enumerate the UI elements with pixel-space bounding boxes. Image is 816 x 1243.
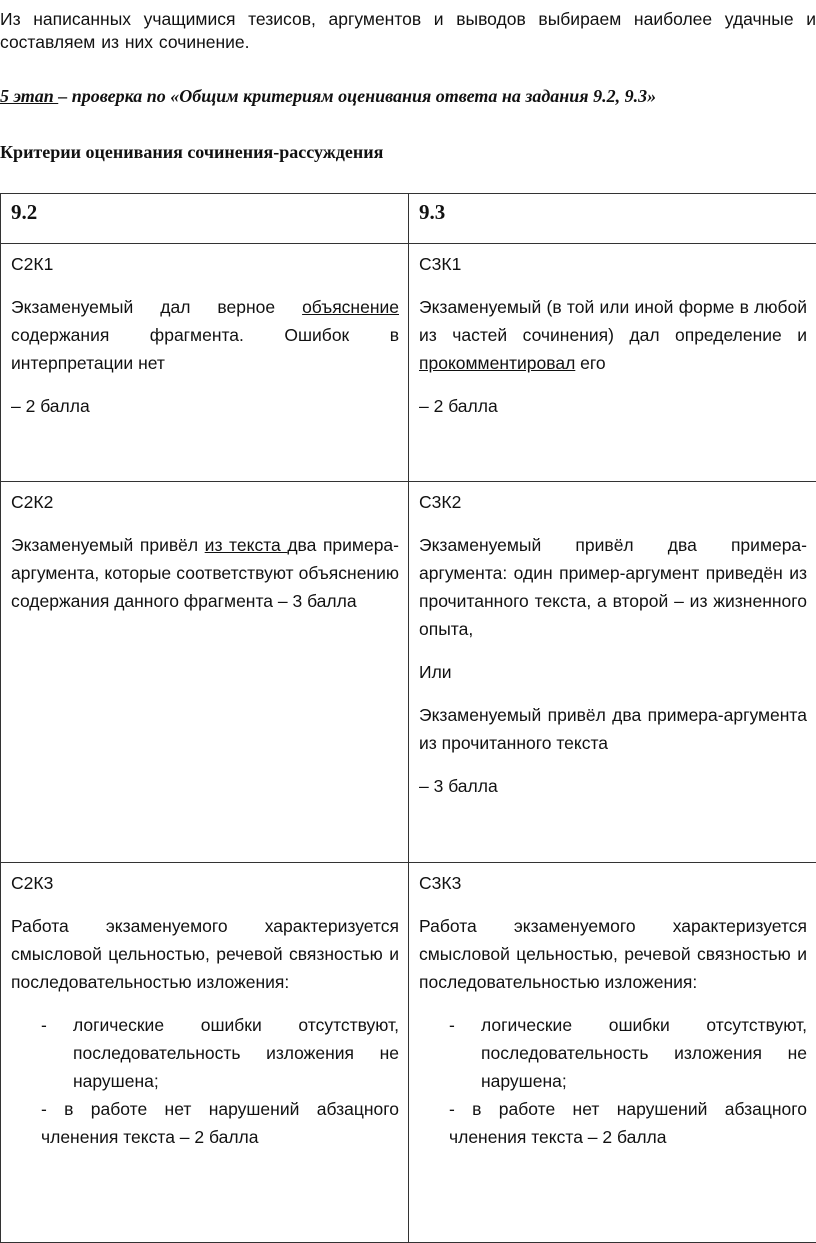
criterion-text <box>11 531 399 615</box>
criterion-text: Экзаменуемый привёл два примера-аргумента: один пример-аргумент приведён из прочитанного текста, а второй – из жизненного опыта, <box>419 531 807 643</box>
list-item <box>419 1011 807 1095</box>
text-part: его <box>575 353 605 373</box>
header-cell-9-2: 9.2 <box>1 194 409 244</box>
text-part: содержания фрагмента. Ошибок в интерпретации нет <box>11 325 399 373</box>
underlined-text: прокомментировал <box>419 353 575 373</box>
table-row-k2 <box>1 482 816 863</box>
dash-mark: - <box>449 1011 455 1039</box>
criterion-code: С3К2 <box>419 488 807 516</box>
table-row-k1 <box>1 244 816 482</box>
list-item <box>419 1095 807 1151</box>
criteria-list <box>419 1011 807 1151</box>
criterion-text: Работа экзаменуемого характеризуется смысловой цельностью, речевой связностью и последовательностью изложения: <box>11 912 399 996</box>
list-item-text: логические ошибки отсутствуют, последовательность изложения не нарушена; <box>481 1015 807 1091</box>
list-item <box>11 1095 399 1151</box>
criteria-title: Критерии оценивания сочинения-рассуждения <box>0 142 383 163</box>
criterion-code: С2К1 <box>11 250 399 278</box>
text-part: Экзаменуемый привёл <box>11 535 205 555</box>
cell-c3k3 <box>409 863 816 1243</box>
criteria-table <box>0 193 816 1243</box>
dash-mark: - <box>41 1099 47 1119</box>
criterion-score: – 2 балла <box>419 392 807 420</box>
criterion-code: С2К2 <box>11 488 399 516</box>
criteria-list <box>11 1011 399 1151</box>
criterion-code: С3К3 <box>419 869 807 897</box>
stage-text: – проверка по «Общим критериям оценивания ответа на задания 9.2, 9.3» <box>58 86 656 106</box>
text-part: два примера-аргумента, которые соответствуют объяснению содержания данного фрагмента – 3 балла <box>11 535 399 611</box>
cell-c2k1 <box>1 244 409 482</box>
criterion-code: С3К1 <box>419 250 807 278</box>
intro-paragraph: Из написанных учащимися тезисов, аргументов и выводов выбираем наиболее удачные и составляем из них сочинение. <box>0 8 816 54</box>
stage-label: 5 этап <box>0 86 58 106</box>
cell-c3k2 <box>409 482 816 863</box>
text-part: Экзаменуемый (в той или иной форме в любой из частей сочинения) дал определение и <box>419 297 807 345</box>
underlined-text: объяснение <box>302 297 399 317</box>
stage-heading <box>0 86 656 107</box>
criterion-code: С2К3 <box>11 869 399 897</box>
criterion-text <box>419 293 807 377</box>
or-word: Или <box>419 658 807 686</box>
table-row-k3 <box>1 863 816 1243</box>
criterion-score: – 2 балла <box>11 392 399 420</box>
criterion-text <box>11 293 399 377</box>
list-item-text: в работе нет нарушений абзацного членения текста – 2 балла <box>41 1099 399 1147</box>
header-row <box>1 194 816 244</box>
list-item-text: в работе нет нарушений абзацного членения текста – 2 балла <box>449 1099 807 1147</box>
criterion-score: – 3 балла <box>419 772 807 800</box>
list-item-text: логические ошибки отсутствуют, последовательность изложения не нарушена; <box>73 1015 399 1091</box>
cell-c2k3 <box>1 863 409 1243</box>
criterion-text-alt: Экзаменуемый привёл два примера-аргумента из прочитанного текста <box>419 701 807 757</box>
header-cell-9-3: 9.3 <box>409 194 816 244</box>
underlined-text: из текста <box>205 535 288 555</box>
cell-c3k1 <box>409 244 816 482</box>
list-item <box>11 1011 399 1095</box>
text-part: Экзаменуемый дал верное <box>11 297 302 317</box>
criterion-text: Работа экзаменуемого характеризуется смысловой цельностью, речевой связностью и последовательностью изложения: <box>419 912 807 996</box>
dash-mark: - <box>449 1099 455 1119</box>
dash-mark: - <box>41 1011 47 1039</box>
cell-c2k2 <box>1 482 409 863</box>
